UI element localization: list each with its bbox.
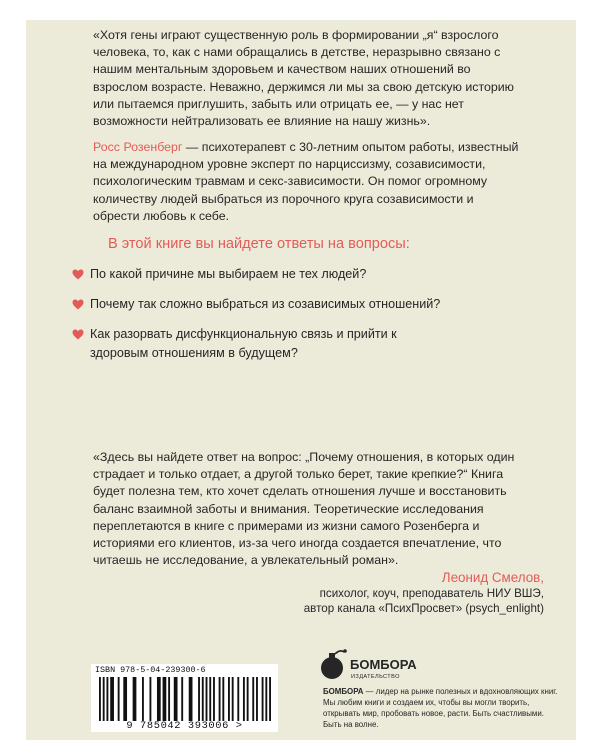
opening-quote: «Хотя гены играют существенную роль в формировании „я“ взрослого человека, то, как с нами обращались в детстве, неразрывно связано с нашим ментальным здоровьем и качеством наших отношений во взрослом возрасте. Неважно, держимся ли мы за свою детскую историю или пытаемся приглушить, забыть или отрицать ее, — у нас нет возможности нейтрализовать ее влияние на нашу жизнь».: [93, 28, 514, 129]
barcode-bar: [247, 677, 249, 721]
barcode-bars: [99, 677, 271, 721]
isbn-text: ISBN 978-5-04-239300-6: [95, 665, 206, 675]
barcode-bar: [198, 677, 200, 721]
barcode-bar: [123, 677, 127, 721]
question-item: [90, 325, 420, 363]
barcode-bar: [106, 677, 108, 721]
barcode-bar: [228, 677, 230, 721]
publisher-blurb-brand: БОМБОРА: [323, 687, 364, 696]
barcode-bar: [168, 677, 170, 721]
barcode-bar: [142, 677, 144, 721]
barcode-bar: [174, 677, 178, 721]
barcode-bar: [133, 677, 137, 721]
question-text: Как разорвать дисфункциональную связь и прийти к здоровым отношениям в будущем?: [90, 327, 397, 360]
barcode-bar: [157, 677, 161, 721]
barcode: [91, 664, 278, 732]
barcode-bar: [110, 677, 114, 721]
barcode-bar: [219, 677, 221, 721]
reviewer-name: Леонид Смелов,: [441, 570, 544, 585]
barcode-bar: [209, 677, 211, 721]
review-quote: «Здесь вы найдете ответ на вопрос: „Почему отношения, в которых один страдает и только отдает, а другой только берет, такие крепкие?“ Книга будет полезна тем, кто хочет сделать отношения лучше и восстановить баланс взаимной заботы и внимания. Теоретические исследования переплетаются в книге с примерами из жизни самого Розенберга и историями его клиентов, из-за чего иногда создается впечатление, что читаешь не исследование, а увлекательный роман».: [93, 450, 515, 568]
barcode-bar: [265, 677, 267, 721]
question-text: По какой причине мы выбираем не тех людей?: [90, 267, 367, 281]
bomb-logo-icon: [318, 647, 478, 683]
barcode-bar: [103, 677, 105, 721]
barcode-bar: [269, 677, 271, 721]
publisher-blurb: [323, 686, 563, 730]
barcode-bar: [163, 677, 167, 721]
barcode-digits: 9 785042 393006 >: [126, 720, 243, 732]
publisher-blurb-text: — лидер на рынке полезных и вдохновляющих книг. Мы любим книги и создаем их, чтобы вы могли творить, открывать мир, пробовать новое, расти. Быть счастливыми. Быть на волне.: [323, 687, 558, 729]
reviewer-role: психолог, коуч, преподаватель НИУ ВШЭ,: [319, 587, 544, 600]
barcode-bar: [237, 677, 239, 721]
barcode-bar: [149, 677, 151, 721]
barcode-bar: [189, 677, 193, 721]
author-bio-text: — психотерапевт с 30-летним опытом работы, известный на международном уровне эксперт по нарциссизму, созависимости, психологическим травмам и секс-зависимости. Он помог огромному количеству людей выбраться из порочного круга созависимости и обрести любовь к себе.: [93, 140, 519, 223]
heart-icon: [72, 269, 84, 280]
barcode-bar: [206, 677, 208, 721]
barcode-bar: [222, 677, 224, 721]
heart-icon: [72, 299, 84, 310]
heart-icon: [72, 329, 84, 340]
barcode-bar: [202, 677, 204, 721]
questions-heading: В этой книге вы найдете ответы на вопросы:: [108, 236, 410, 252]
barcode-bar: [118, 677, 120, 721]
barcode-bar: [252, 677, 254, 721]
question-item: [90, 265, 530, 284]
question-text: Почему так сложно выбраться из созависимых отношений?: [90, 297, 441, 311]
barcode-bar: [181, 677, 183, 721]
barcode-bar: [256, 677, 258, 721]
publisher-subtitle: ИЗДАТЕЛЬСТВО: [351, 674, 400, 680]
barcode-bar: [213, 677, 215, 721]
barcode-bar: [99, 677, 101, 721]
author-name: Росс Розенберг: [93, 140, 183, 154]
publisher-name: БОМБОРА: [350, 657, 417, 672]
barcode-bar: [232, 677, 234, 721]
question-item: [90, 295, 530, 314]
barcode-bar: [262, 677, 264, 721]
barcode-bar: [243, 677, 245, 721]
author-bio: [93, 139, 523, 225]
reviewer-channel: автор канала «ПсихПросвет» (psych_enlight): [303, 602, 544, 615]
